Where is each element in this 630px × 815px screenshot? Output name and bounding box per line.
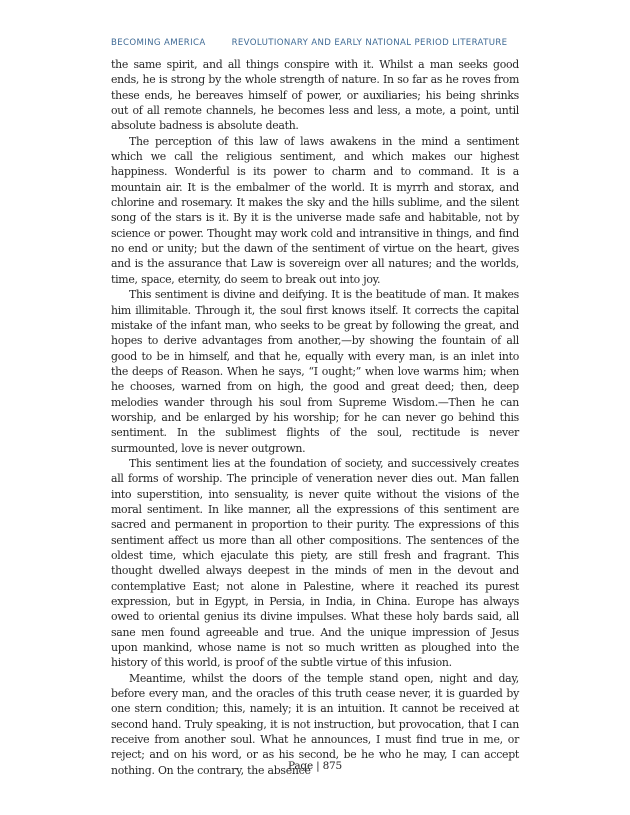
- body-text: [111, 57, 519, 778]
- book-title: BECOMING AMERICA: [111, 38, 206, 48]
- page-number: Page | 875: [287, 760, 343, 772]
- section-title: REVOLUTIONARY AND EARLY NATIONAL PERIOD LITERATURE: [231, 38, 508, 48]
- paragraph: This sentiment is divine and deifying. It is the beatitude of man. It makes him illimitable. Through it, the soul first knows itself. It corrects the capital mistake of the infant man, who seeks to be great by following the great, and hopes to derive advantages from another,—by showing the fountain of all good to be in himself, and that he, equally with every man, is an inlet into the deeps of Reason. When he says, “I ought;” when love warms him; when he chooses, warned from on high, the good and great deed; then, deep melodies wander through his soul from Supreme Wisdom.—Then he can worship, and be enlarged by his worship; for he can never go behind this sentiment. In the sublimest flights of the soul, rectitude is never surmounted, love is never outgrown.: [111, 288, 519, 455]
- running-header: [111, 38, 521, 48]
- paragraph: the same spirit, and all things conspire with it. Whilst a man seeks good ends, he is strong by the whole strength of nature. In so far as he roves from these ends, he bereaves himself of power, or auxiliaries; his being shrinks out of all remote channels, he becomes less and less, a mote, a point, until absolute badness is absolute death.: [111, 58, 519, 133]
- paragraph: The perception of this law of laws awakens in the mind a sentiment which we call the religious sentiment, and which makes our highest happiness. Wonderful is its power to charm and to command. It is a mountain air. It is the embalmer of the world. It is myrrh and storax, and chlorine and rosemary. It makes the sky and the hills sublime, and the silent song of the stars is it. By it is the universe made safe and habitable, not by science or power. Thought may work cold and intransitive in things, and find no end or unity; but the dawn of the sentiment of virtue on the heart, gives and is the assurance that Law is sovereign over all natures; and the worlds, time, space, eternity, do seem to break out into joy.: [111, 134, 519, 286]
- paragraph: Meantime, whilst the doors of the temple stand open, night and day, before every man, and the oracles of this truth cease never, it is guarded by one stern condition; this, namely; it is an intuition. It cannot be received at second hand. Truly speaking, it is not instruction, but provocation, that I can receive from another soul. What he announces, I must find true in me, or reject; and on his word, or as his second, be he who he may, I can accept nothing. On the contrary, the absence: [111, 671, 519, 777]
- paragraph: This sentiment lies at the foundation of society, and successively creates all forms of worship. The principle of veneration never dies out. Man fallen into superstition, into sensuality, is never quite without the visions of the moral sentiment. In like manner, all the expressions of this sentiment are sacred and permanent in proportion to their purity. The expressions of this sentiment affect us more than all other compositions. The sentences of the oldest time, which ejaculate this piety, are still fresh and fragrant. This thought dwelled always deepest in the minds of men in the devout and contemplative East; not alone in Palestine, where it reached its purest expression, but in Egypt, in Persia, in India, in China. Europe has always owed to oriental genius its divine impulses. What these holy bards said, all sane men found agreeable and true. And the unique impression of Jesus upon mankind, whose name is not so much written as ploughed into the history of this world, is proof of the subtle virtue of this infusion.: [111, 456, 519, 670]
